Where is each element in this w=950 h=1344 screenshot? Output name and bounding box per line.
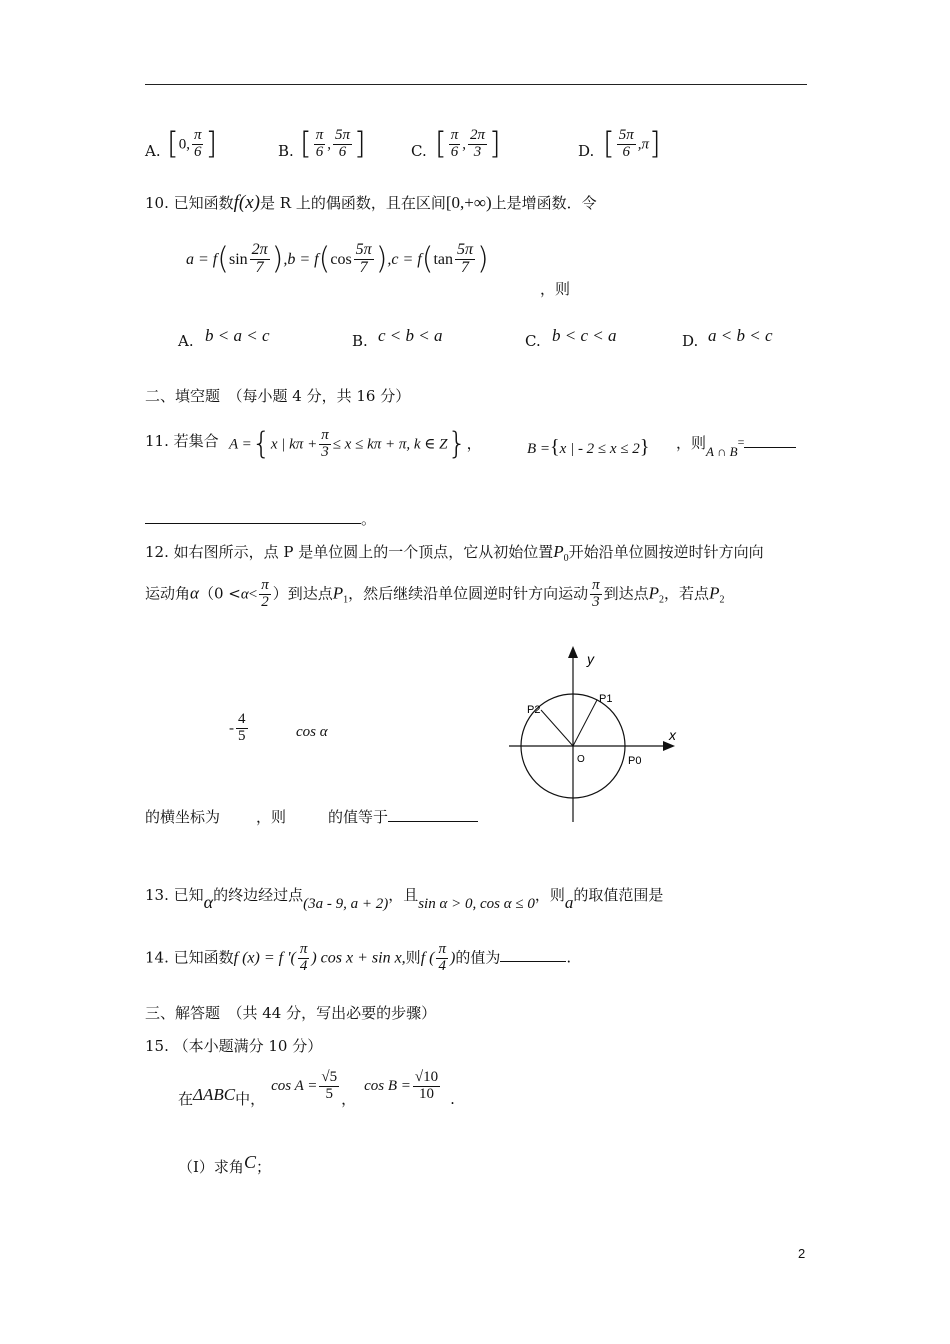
q10-option-b: c < b < a xyxy=(378,326,443,345)
radius-p2 xyxy=(541,710,573,746)
p2-label: P2 xyxy=(527,704,541,716)
y-axis-arrow xyxy=(568,646,578,658)
p1-label: P1 xyxy=(599,693,613,705)
section-2-title: 二、填空题 （每小题 4 分，共 16 分） xyxy=(145,387,411,405)
q10-then: ，则 xyxy=(540,280,571,298)
q9-option-d-label: D. xyxy=(578,142,595,160)
q15-condition: 在ΔABC中，cos A = $\frac{√5}{5}$ ，cos B = $\frac{√10}{10}$ . xyxy=(178,1069,455,1109)
q12-line2: 运动角α（0 <α< $\frac{\pi}{2}$ ）到达点$P_1$，然后继续沿单位圆逆时针方向运动 $\frac{\pi}{3}$ 到达点$P_2$，若点$P_2$ xyxy=(145,577,725,610)
q15-part-1: （Ⅰ）求角C； xyxy=(178,1152,271,1176)
q14: 14. 已知函数f (x) = f '( $\frac{\pi}{4}$ ) cos x + sin x,则f ( $\frac{\pi}{4}$ )的值为 . xyxy=(145,941,572,974)
q11-set-a: A ={x | kπ + $\frac{\pi}{3}$ ≤ x ≤ kπ + π, k ∈ Z}， xyxy=(229,426,482,462)
q9-option-c: [ $\frac{\pi}{6}$ , $\frac{2\pi}{3}$ ] xyxy=(435,126,501,162)
q10-interval: [0,+∞) xyxy=(445,193,492,212)
q13: 13. 已知α的终边经过点(3a - 9, a + 2)，且sin α > 0, cos α ≤ 0，则a的取值范围是 xyxy=(145,886,664,912)
q10-definitions: a = f(sin $\frac{2\pi}{7}$ ),b = f(cos $\frac{5\pi}{7}$ ),c = f(tan $\frac{5\pi}{7}$ ) xyxy=(186,241,489,277)
q11-tail: ，则A ∩ B= xyxy=(676,432,796,453)
q9-option-b: [ $\frac{\pi}{6}$ , $\frac{5\pi}{6}$ ] xyxy=(300,126,366,162)
q12-line1: 12. 如右图所示，点 P 是单位圆上的一个顶点，它从初始位置$P_0$开始沿单位圆按逆时针方向向 xyxy=(145,542,764,564)
q9-option-a: [0, $\frac{\pi}{6}$ ] xyxy=(167,126,218,162)
q12-value: - $\frac{4}{5}$ xyxy=(229,711,246,744)
unit-circle-figure xyxy=(495,640,695,830)
x-label: x xyxy=(669,727,676,743)
q12-cos-alpha: cos α xyxy=(296,724,328,740)
y-label: y xyxy=(587,651,594,667)
q10-option-a: b < a < c xyxy=(205,326,270,345)
section-3-title: 三、解答题 （共 44 分，写出必要的步骤） xyxy=(145,1004,437,1022)
q10-stem: 10. 已知函数f(x)是 R 上的偶函数，且在区间[0,+∞)上是增函数．令 xyxy=(145,192,597,213)
q9-option-c-label: C. xyxy=(411,142,427,160)
q10-fx: f(x) xyxy=(233,192,260,213)
q10-option-d: a < b < c xyxy=(708,326,773,345)
q12-answer-blank[interactable] xyxy=(388,821,478,822)
origin-label: O xyxy=(577,754,585,765)
p0-label: P0 xyxy=(628,755,642,767)
q12-line3: 的横坐标为 ，则 的值等于 xyxy=(145,806,478,827)
q14-answer-blank[interactable] xyxy=(500,961,566,962)
header-rule xyxy=(145,84,807,85)
q11-set-b: B ={x | - 2 ≤ x ≤ 2} xyxy=(527,436,650,458)
q11-answer-blank[interactable] xyxy=(744,447,796,448)
page-number: 2 xyxy=(798,1246,806,1261)
q11-answer-blank-2[interactable] xyxy=(145,523,361,524)
q9-option-a-label: A. xyxy=(145,142,161,160)
q9-option-b-label: B. xyxy=(278,142,294,160)
q15-head: 15. （本小题满分 10 分） xyxy=(145,1037,323,1055)
q11-answer-line: 。 xyxy=(145,508,376,529)
q11: 11. 若集合 xyxy=(145,432,219,450)
radius-p1 xyxy=(573,700,597,746)
q10-option-c: b < c < a xyxy=(552,326,617,345)
q9-option-d: [ $\frac{5\pi}{6}$ ,π] xyxy=(603,126,661,162)
